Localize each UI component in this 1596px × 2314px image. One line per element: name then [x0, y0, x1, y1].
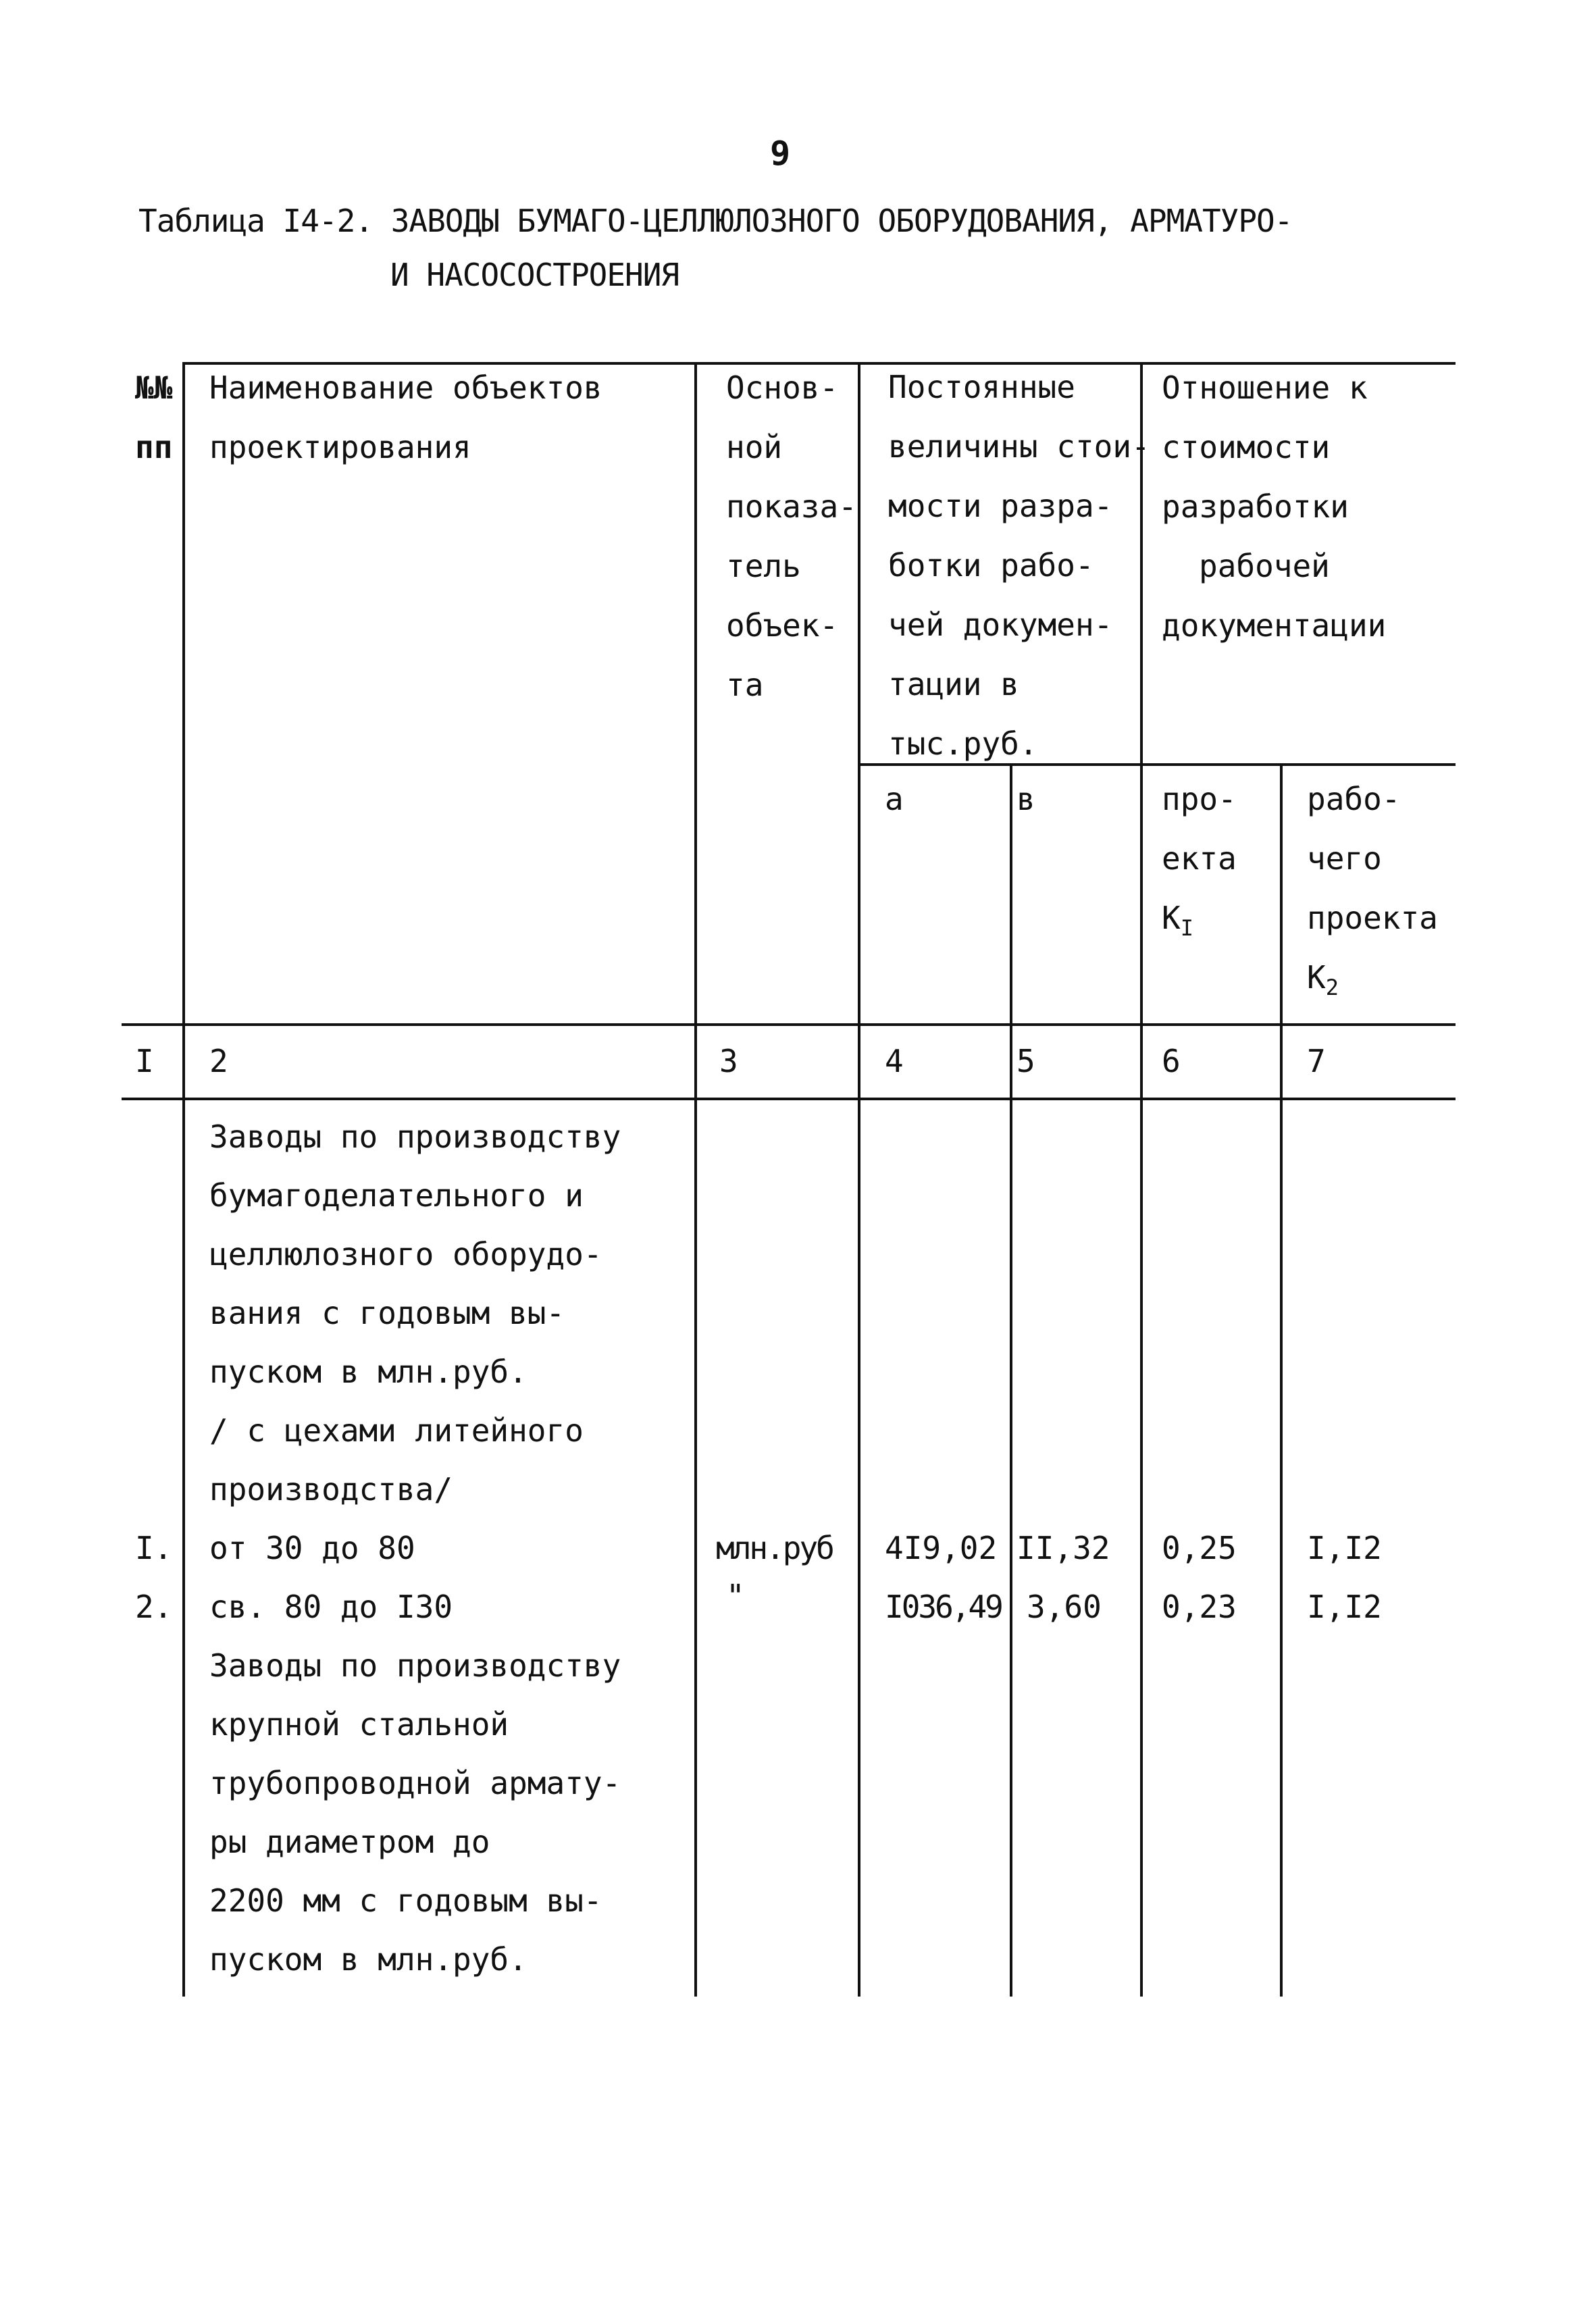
header-col45	[888, 358, 1150, 774]
header-col3-line: показа-	[726, 488, 857, 525]
header-col3-line: ной	[726, 429, 783, 465]
header-col3-line: объек-	[726, 607, 839, 644]
column-number: 7	[1307, 1043, 1326, 1079]
row-1-b: II,32	[1016, 1530, 1110, 1566]
group1-line: / с цехами литейного	[209, 1412, 584, 1449]
column-number: I	[135, 1043, 154, 1079]
header-col7-sub	[1307, 770, 1438, 1008]
header-col1	[135, 358, 172, 477]
header-col67	[1162, 358, 1386, 655]
page-number: 9	[770, 134, 791, 173]
row-1-k2: I,I2	[1307, 1530, 1382, 1566]
table-title-continuation: И НАСОСОСТРОЕНИЯ	[390, 257, 679, 293]
row-2-k1: 0,23	[1162, 1589, 1237, 1625]
group1-line: бумагоделательного и	[209, 1177, 584, 1214]
row-2-a: I036,49	[885, 1589, 1002, 1625]
header-col67-line: Отношение к	[1162, 369, 1368, 406]
header-col7-sub-line: рабо-	[1307, 781, 1401, 817]
header-col2-line: проектирования	[209, 429, 471, 465]
group1-line: вания с годовым вы-	[209, 1295, 565, 1331]
column-numbers-rule	[122, 1098, 1456, 1100]
header-col45-line: Постоянные	[888, 369, 1075, 405]
row-2-b: 3,60	[1027, 1589, 1102, 1625]
header-col6-sub-line	[1162, 889, 1237, 948]
header-col6-sub-line: екта	[1162, 840, 1237, 877]
header-col3-line: Основ-	[726, 369, 839, 406]
column-number: 2	[209, 1043, 228, 1079]
header-bottom-rule	[122, 1023, 1456, 1026]
header-col2-line: Наименование объектов	[209, 369, 602, 406]
row-1-k1: 0,25	[1162, 1530, 1237, 1566]
header-col45-line: ботки рабо-	[888, 547, 1094, 584]
header-col67-line: разработки	[1162, 488, 1349, 525]
table-title: Таблица I4-2. ЗАВОДЫ БУМАГО-ЦЕЛЛЮЛОЗНОГО ОБОРУДОВАНИЯ, АРМАТУРО-	[138, 203, 1293, 239]
row-1-num: I.	[135, 1530, 173, 1566]
column-number: 4	[885, 1043, 904, 1079]
group2-description	[209, 1637, 621, 1989]
header-col45-line: мости разра-	[888, 488, 1113, 524]
row-2-name: св. 80 до I30	[209, 1589, 453, 1625]
group1-line: целлюлозного оборудо-	[209, 1236, 602, 1272]
header-col1-line: пп	[135, 429, 173, 465]
header-col1-line: №№	[135, 369, 173, 406]
header-col3-line: тель	[726, 548, 801, 584]
col-divider-3	[858, 362, 860, 1997]
row-2-unit: "	[726, 1578, 745, 1614]
column-number: 5	[1016, 1043, 1035, 1079]
header-col7-sub-line: проекта	[1307, 900, 1438, 936]
group1-line: Заводы по производству	[209, 1119, 621, 1155]
header-col67-line: стоимости	[1162, 429, 1331, 465]
group2-line: крупной стальной	[209, 1706, 509, 1743]
header-col3-line: та	[726, 667, 764, 703]
k1-symbol: К	[1162, 900, 1181, 936]
group2-line: ры диаметром до	[209, 1824, 490, 1860]
col-divider-6	[1280, 763, 1283, 1997]
group2-line: пуском в млн.руб.	[209, 1941, 527, 1978]
header-col4-sub: а	[885, 781, 904, 817]
row-1-a: 4I9,02	[885, 1530, 998, 1566]
group2-line: трубопроводной армату-	[209, 1765, 621, 1801]
header-col45-line: тыс.руб.	[888, 725, 1038, 762]
header-col6-sub-line: про-	[1162, 781, 1237, 817]
header-col67-line: рабочей	[1199, 548, 1330, 584]
k2-subscript: 2	[1325, 975, 1339, 1000]
group1-line: пуском в млн.руб.	[209, 1354, 527, 1390]
header-col45-line: тации в	[888, 666, 1019, 702]
col-divider-1	[182, 362, 185, 1997]
row-2-num: 2.	[135, 1589, 173, 1625]
group2-line: 2200 мм с годовым вы-	[209, 1882, 602, 1919]
group1-description	[209, 1108, 621, 1519]
col-divider-2	[694, 362, 697, 1997]
group2-line: Заводы по производству	[209, 1647, 621, 1684]
header-col5-sub: в	[1016, 781, 1035, 817]
group1-line: производства/	[209, 1471, 453, 1508]
k2-symbol: К	[1307, 959, 1326, 996]
row-1-name: от 30 до 80	[209, 1530, 415, 1566]
header-col3	[726, 358, 857, 715]
header-col45-line: величины стои-	[888, 428, 1150, 465]
column-number: 6	[1162, 1043, 1181, 1079]
header-col2	[209, 358, 602, 477]
header-col67-line: документации	[1162, 607, 1387, 644]
header-col45-line: чей докумен-	[888, 607, 1113, 643]
column-number: 3	[719, 1043, 738, 1079]
col-divider-4	[1010, 763, 1012, 1997]
row-2-k2: I,I2	[1307, 1589, 1382, 1625]
header-col7-sub-line: чего	[1307, 840, 1382, 877]
row-1-unit: млн.руб	[716, 1530, 833, 1566]
header-col6-sub	[1162, 770, 1237, 948]
k1-subscript: I	[1180, 915, 1193, 941]
header-col7-sub-line	[1307, 948, 1438, 1008]
